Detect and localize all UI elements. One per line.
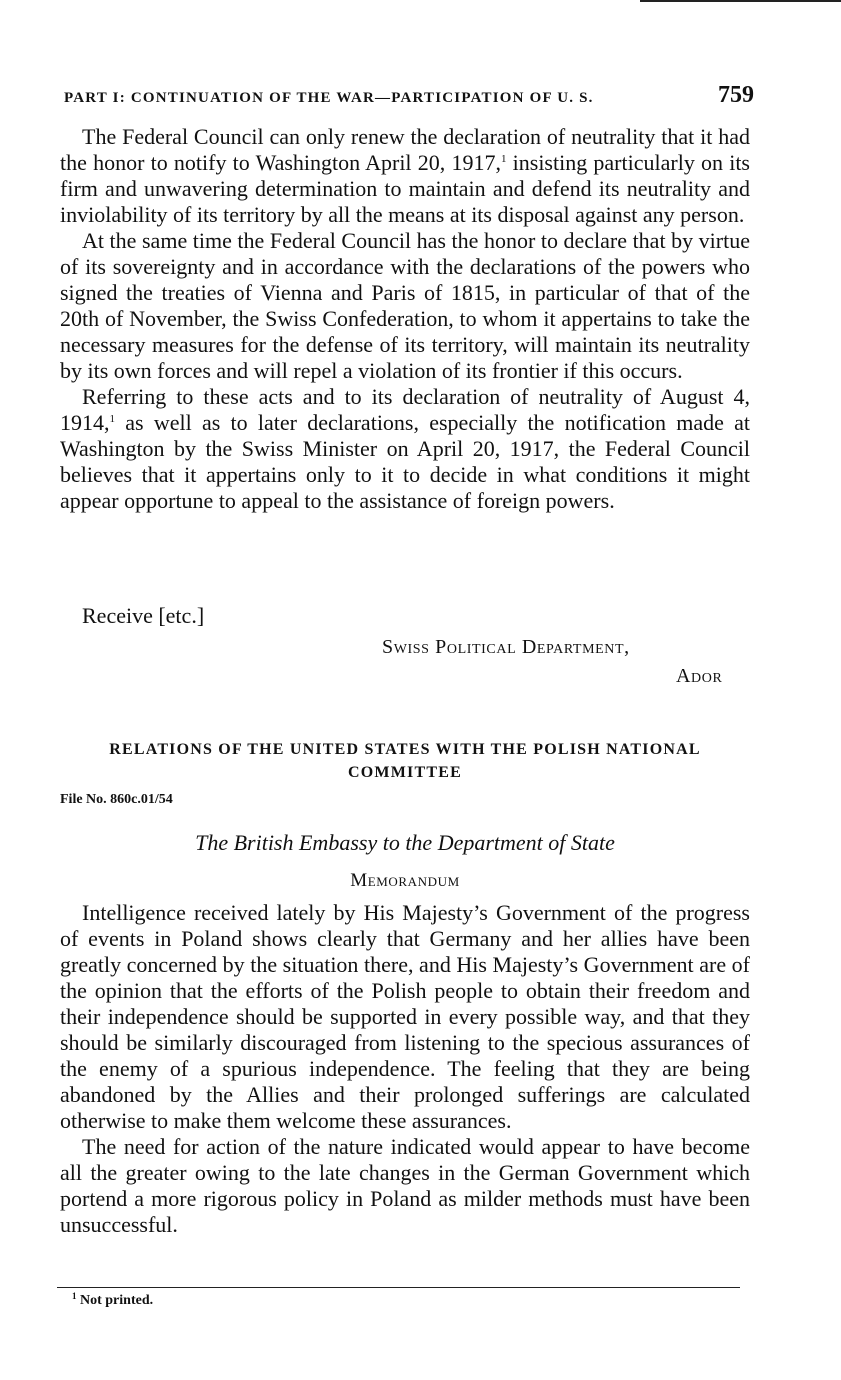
section-heading [60, 738, 750, 784]
signature-name: Ador [676, 665, 723, 687]
footnote-ref: 1 [109, 413, 115, 425]
top-edge-rule [640, 0, 841, 2]
letter-paragraph-1-text-a: The Federal Council can only renew the declaration of neutrality that it had the honor to notify to Washington April 20, 1917, [60, 124, 750, 175]
file-number: File No. 860c.01/54 [60, 792, 173, 807]
signature-department: Swiss Political Department, [382, 636, 630, 658]
footnote-divider [57, 1287, 740, 1288]
letter-paragraph-3-text-a: Referring to these acts and to its declaration of neutrality of August 4, 1914, [60, 384, 750, 435]
memorandum-paragraph-2: The need for action of the nature indicated would appear to have become all the greater owing to the late changes in the German Government which portend a more rigorous policy in Poland as milder methods must have been unsuccessful. [60, 1134, 750, 1237]
letter-closing: Receive [etc.] [82, 603, 205, 628]
running-head [64, 82, 754, 109]
letter-paragraph-1 [60, 124, 750, 228]
letter-body [60, 124, 750, 514]
footnote-marker: 1 [72, 1291, 77, 1301]
running-title: PART I: CONTINUATION OF THE WAR—PARTICIPATION OF U. S. [64, 90, 594, 106]
footnote [72, 1293, 153, 1309]
section-heading-line-1: RELATIONS OF THE UNITED STATES WITH THE POLISH NATIONAL [109, 741, 701, 758]
footnote-ref: 1 [500, 153, 507, 165]
memorandum-body [60, 900, 750, 1238]
document-title: The British Embassy to the Department of State [195, 830, 615, 855]
letter-paragraph-3-text-b: as well as to later declarations, especially the notification made at Washington by the Swiss Minister on April 20, 1917, the Federal Council believes that it appertains only to it to decide in what conditions it might appear opportune to appeal to the assistance of foreign powers. [60, 410, 750, 513]
document-type: Memorandum [350, 870, 460, 891]
footnote-text: Not printed. [76, 1293, 154, 1308]
section-heading-line-2: COMMITTEE [348, 764, 462, 781]
letter-paragraph-1-text-b: insisting particularly on its firm and unwavering determination to maintain and defend its neutrality and inviolability of its territory by all the means at its disposal against any person. [60, 150, 750, 227]
letter-paragraph-3 [60, 384, 750, 514]
page-number: 759 [718, 82, 754, 108]
memorandum-paragraph-1: Intelligence received lately by His Majesty’s Government of the progress of events in Poland shows clearly that Germany and her allies have been greatly concerned by the situation there, and His Majesty’s Government are of the opinion that the efforts of the Polish people to obtain their freedom and their independence should be supported in every possible way, and that they should be similarly discouraged from listening to the specious assurances of the enemy of a spurious independence. The feeling that they are being abandoned by the Allies and their prolonged sufferings are calculated otherwise to make them welcome these assurances. [60, 900, 750, 1133]
letter-paragraph-2: At the same time the Federal Council has the honor to declare that by virtue of its sovereignty and in accordance with the declarations of the powers who signed the treaties of Vienna and Paris of 1815, in particular of that of the 20th of November, the Swiss Confederation, to whom it appertains to take the necessary measures for the defense of its territory, will maintain its neutrality by its own forces and will repel a violation of its frontier if this occurs. [60, 228, 750, 383]
